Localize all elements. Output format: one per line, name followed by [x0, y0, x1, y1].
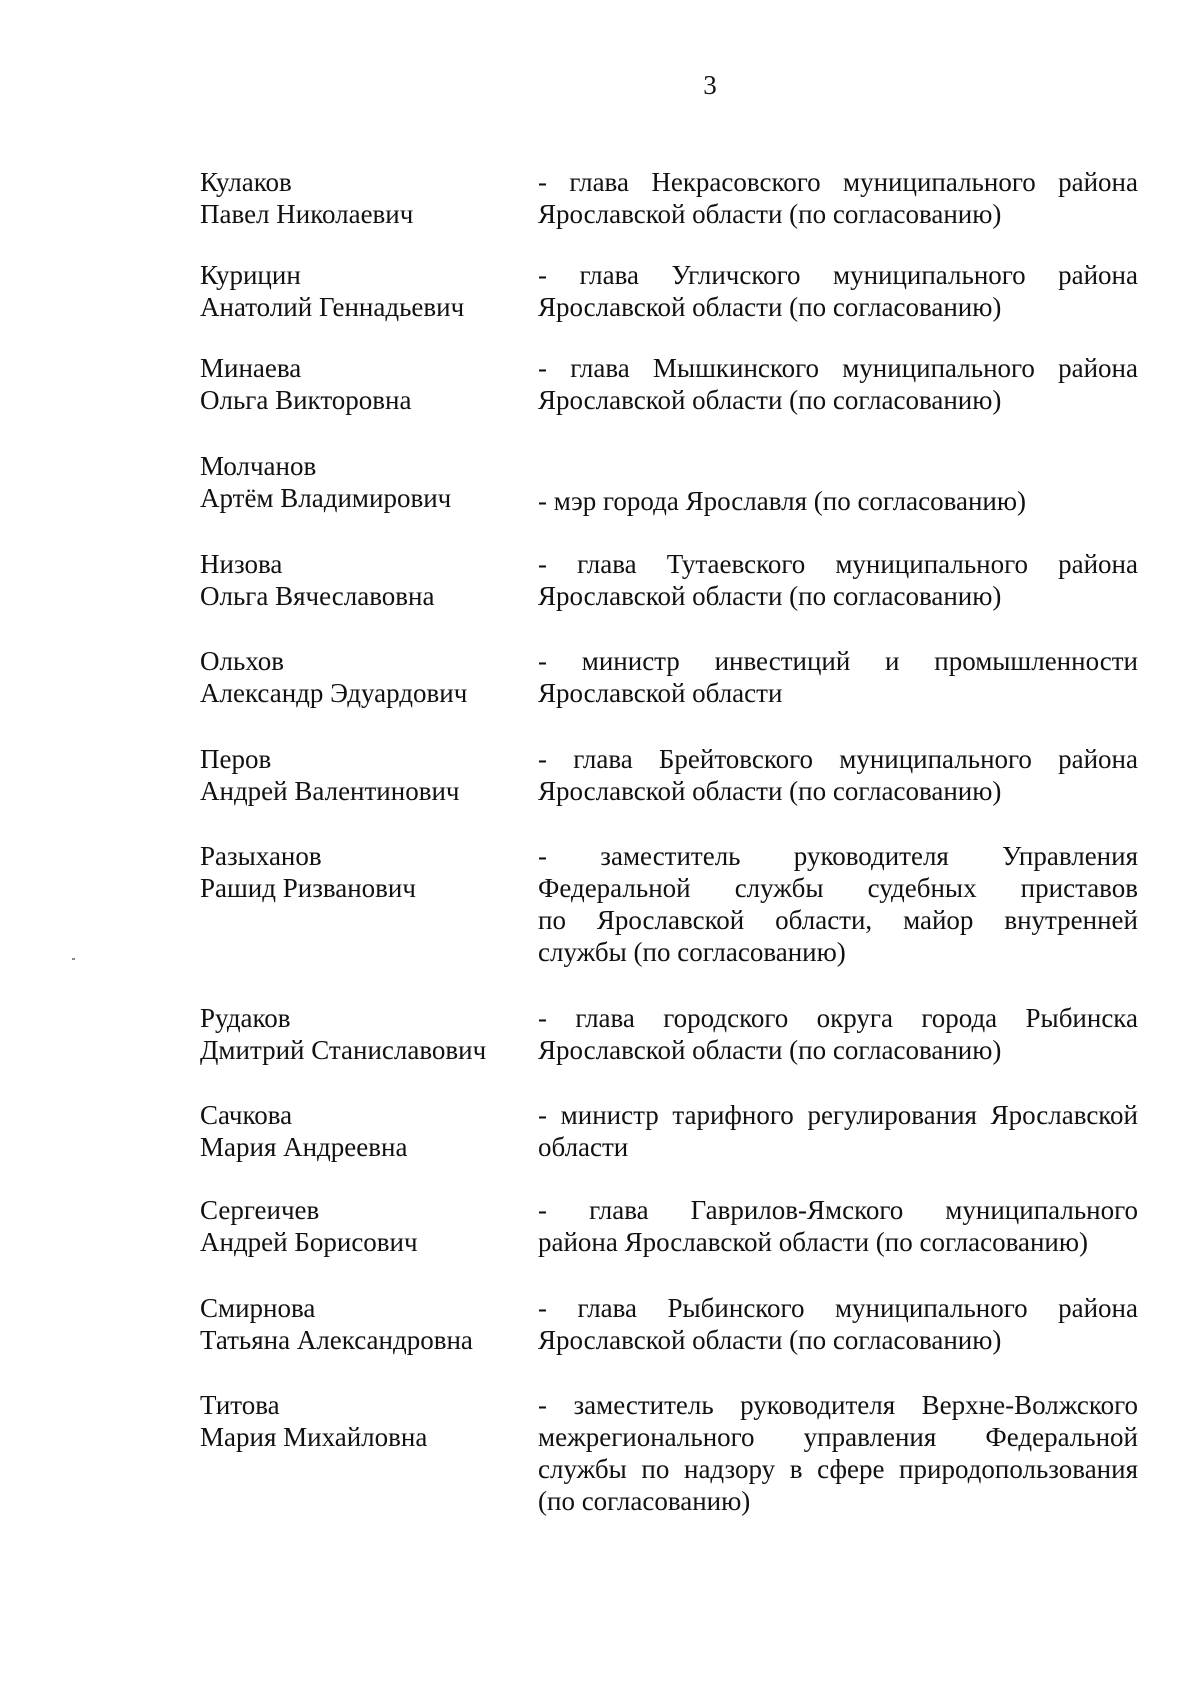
- member-role: [538, 1389, 1138, 1517]
- member-given-name: Дмитрий Станиславович: [200, 1035, 487, 1065]
- member-given-name: Артём Владимирович: [200, 483, 452, 513]
- member-surname: Рудаков: [200, 1003, 291, 1033]
- role-line: - глава Некрасовского муниципального района: [538, 167, 1138, 197]
- member-name: [200, 840, 500, 904]
- member-surname: Сергеичев: [200, 1195, 320, 1225]
- role-line: - глава Тутаевского муниципального района: [538, 549, 1138, 579]
- member-given-name: Татьяна Александровна: [200, 1325, 473, 1355]
- member-name: [200, 259, 500, 323]
- role-line: - глава Брейтовского муниципального района: [538, 744, 1138, 774]
- member-role: [538, 166, 1138, 230]
- role-line: Ярославской области: [538, 678, 783, 708]
- member-surname: Смирнова: [200, 1293, 316, 1323]
- member-given-name: Рашид Ризванович: [200, 873, 416, 903]
- member-role: [538, 1002, 1138, 1066]
- page-number: 3: [703, 70, 717, 100]
- role-line: службы (по согласованию): [538, 937, 846, 967]
- role-line: - министр тарифного регулирования Ярославской: [538, 1100, 1138, 1130]
- role-line: - глава Мышкинского муниципального района: [538, 353, 1138, 383]
- member-surname: Перов: [200, 744, 272, 774]
- member-name: [200, 743, 500, 807]
- member-given-name: Анатолий Геннадьевич: [200, 292, 465, 322]
- member-role: [538, 548, 1138, 612]
- member-name: [200, 645, 500, 709]
- role-line: по Ярославской области, майор внутренней: [538, 905, 1138, 935]
- member-role: [538, 259, 1138, 323]
- member-name: [200, 1194, 500, 1258]
- role-line: - мэр города Ярославля (по согласованию): [538, 486, 1027, 516]
- member-surname: Низова: [200, 549, 283, 579]
- member-surname: Сачкова: [200, 1100, 293, 1130]
- role-line: - министр инвестиций и промышленности: [538, 646, 1138, 676]
- member-role: [538, 352, 1138, 416]
- member-role: [538, 645, 1138, 709]
- member-role: [538, 485, 1138, 517]
- member-role: [538, 840, 1138, 968]
- role-line: - глава Угличского муниципального района: [538, 260, 1138, 290]
- role-line: Ярославской области (по согласованию): [538, 1325, 1002, 1355]
- scan-speck: [72, 958, 75, 960]
- role-line: - глава Гаврилов-Ямского муниципального: [538, 1195, 1138, 1225]
- role-line: - глава Рыбинского муниципального района: [538, 1293, 1138, 1323]
- member-surname: Ольхов: [200, 646, 285, 676]
- member-given-name: Александр Эдуардович: [200, 678, 468, 708]
- role-line: Ярославской области (по согласованию): [538, 776, 1002, 806]
- member-given-name: Андрей Борисович: [200, 1227, 418, 1257]
- member-given-name: Мария Андреевна: [200, 1132, 408, 1162]
- role-line: Федеральной службы судебных приставов: [538, 873, 1138, 903]
- member-name: [200, 1099, 500, 1163]
- role-line: области: [538, 1132, 629, 1162]
- member-surname: Разыханов: [200, 841, 322, 871]
- role-line: (по согласованию): [538, 1486, 751, 1516]
- role-line: Ярославской области (по согласованию): [538, 1035, 1002, 1065]
- member-role: [538, 1099, 1138, 1163]
- member-role: [538, 1292, 1138, 1356]
- role-line: - заместитель руководителя Верхне-Волжского: [538, 1390, 1138, 1420]
- member-given-name: Андрей Валентинович: [200, 776, 460, 806]
- role-line: межрегионального управления Федеральной: [538, 1422, 1138, 1452]
- member-given-name: Павел Николаевич: [200, 199, 414, 229]
- member-name: [200, 548, 500, 612]
- member-name: [200, 1292, 500, 1356]
- member-surname: Минаева: [200, 353, 302, 383]
- member-name: [200, 352, 500, 416]
- member-name: [200, 166, 500, 230]
- role-line: - заместитель руководителя Управления: [538, 841, 1138, 871]
- member-surname: Кулаков: [200, 167, 292, 197]
- role-line: службы по надзору в сфере природопользования: [538, 1454, 1138, 1484]
- role-line: - глава городского округа города Рыбинска: [538, 1003, 1138, 1033]
- member-given-name: Мария Михайловна: [200, 1422, 428, 1452]
- member-name: [200, 1389, 500, 1453]
- role-line: района Ярославской области (по согласованию): [538, 1227, 1089, 1257]
- member-surname: Курицин: [200, 260, 301, 290]
- role-line: Ярославской области (по согласованию): [538, 385, 1002, 415]
- member-given-name: Ольга Викторовна: [200, 385, 412, 415]
- role-line: Ярославской области (по согласованию): [538, 199, 1002, 229]
- role-line: Ярославской области (по согласованию): [538, 581, 1002, 611]
- member-given-name: Ольга Вячеславовна: [200, 581, 435, 611]
- role-line: Ярославской области (по согласованию): [538, 292, 1002, 322]
- member-name: [200, 1002, 500, 1066]
- member-role: [538, 743, 1138, 807]
- member-name: [200, 450, 500, 514]
- member-surname: Титова: [200, 1390, 280, 1420]
- member-role: [538, 1194, 1138, 1258]
- member-surname: Молчанов: [200, 451, 317, 481]
